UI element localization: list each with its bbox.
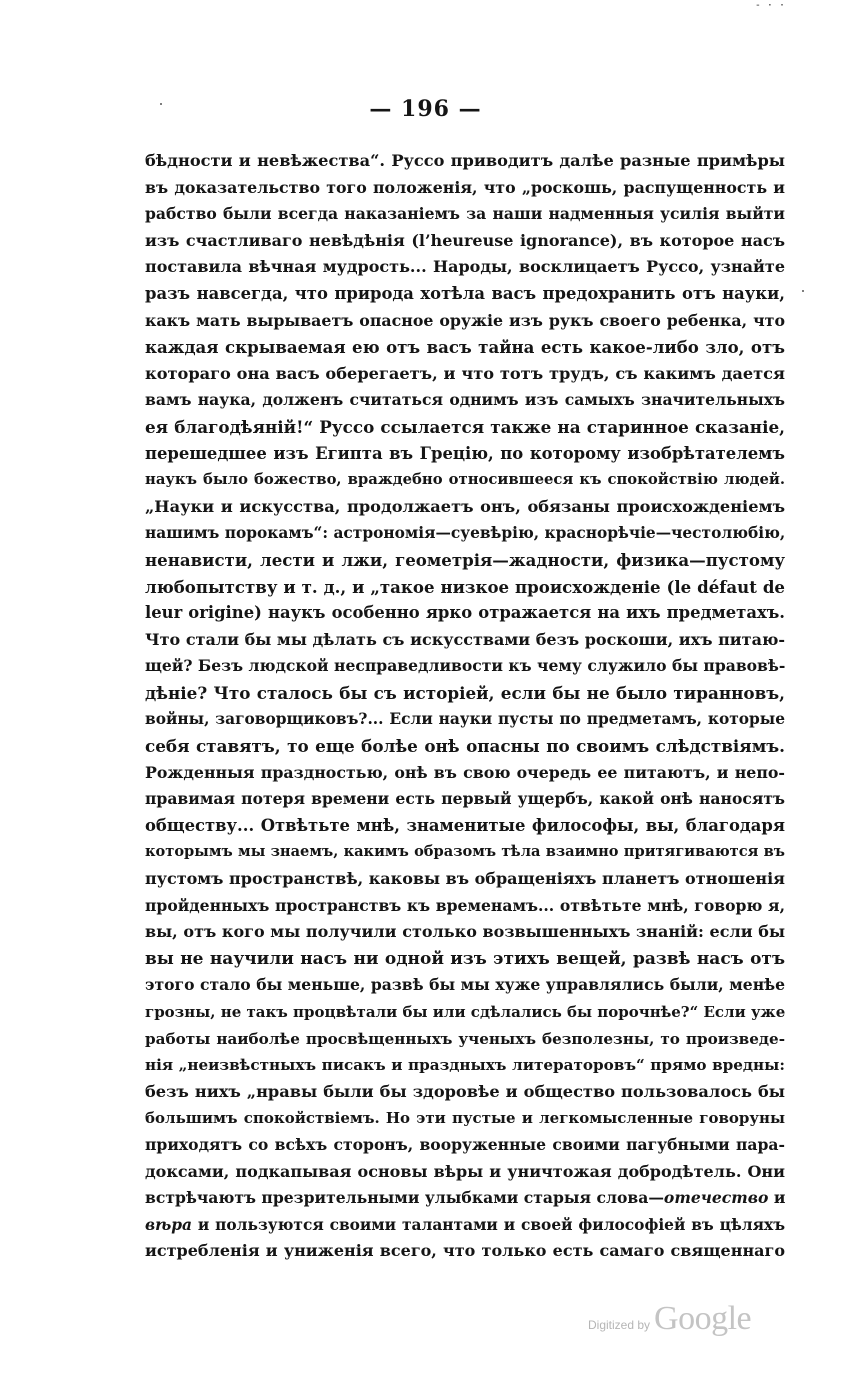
text-line: доксами, подкапывая основы вѣры и уничтожая добродѣтель. Они	[145, 1161, 785, 1181]
scan-speck	[160, 103, 162, 105]
text-line: ненависти, лести и лжи, геометрія—жадности, физика—пустому	[145, 549, 785, 570]
text-segment: и	[768, 1188, 786, 1208]
text-line: любопытству и т. д., и „такое низкое происхожденіе (le défaut de	[145, 576, 785, 597]
text-line: рабство были всегда наказаніемъ за наши надменныя усилія выйти	[145, 204, 785, 224]
text-line: войны, заговорщиковъ?... Если науки пусты по предметамъ, которые	[145, 710, 785, 729]
scan-speck	[802, 290, 804, 292]
text-line: пройденныхъ пространствъ къ временамъ... отвѣтьте мнѣ, говорю я,	[145, 895, 785, 915]
text-line: работы наиболѣе просвѣщенныхъ ученыхъ безполезны, то произведе-	[145, 1029, 785, 1048]
scan-corner-mark: - · ·	[754, 0, 785, 11]
text-line: поставила вѣчная мудрость... Народы, восклицаетъ Руссо, узнайте	[145, 257, 785, 277]
text-line: бѣдности и невѣжества“. Руссо приводитъ далѣе разные примѣры	[145, 151, 785, 170]
page-number: — 196 —	[369, 96, 482, 122]
text-line: въ доказательство того положенія, что „роскошь, распущенность и	[145, 177, 785, 197]
text-line: нія „неизвѣстныхъ писакъ и праздныхъ литераторовъ“ прямо вредны:	[145, 1056, 785, 1075]
text-segment: и пользуются своими талантами и своей философіей въ цѣляхъ	[192, 1215, 785, 1234]
text-line: себя ставятъ, то еще болѣе онѣ опасны по своимъ слѣдствіямъ.	[145, 736, 785, 757]
text-line: какъ мать вырываетъ опасное оружіе изъ рукъ своего ребенка, что	[145, 310, 785, 330]
text-line: „Науки и искусства, продолжаетъ онъ, обязаны происхожденіемъ	[145, 496, 785, 516]
text-line-with-italic	[145, 1212, 785, 1239]
page-body-text	[145, 148, 785, 1265]
text-line: Рожденныя праздностью, онѣ въ свою очередь ее питаютъ, и непо-	[145, 762, 785, 782]
text-line: правимая потеря времени есть первый ущербъ, какой онѣ наносятъ	[145, 789, 785, 809]
italic-word: отечество	[663, 1188, 769, 1208]
text-line: истребленія и униженія всего, что только есть самаго священнаго	[145, 1241, 785, 1261]
text-line: leur origine) наукъ особенно ярко отражается на ихъ предметахъ.	[145, 603, 785, 623]
text-line: большимъ спокойствіемъ. Но эти пустые и легкомысленные говоруны	[145, 1109, 785, 1128]
text-line: щей? Безъ людской несправедливости къ чему служило бы правовѣ-	[145, 656, 786, 676]
text-line: обществу... Отвѣтьте мнѣ, знаменитые философы, вы, благодаря	[145, 815, 785, 835]
text-line: которымъ мы знаемъ, какимъ образомъ тѣла взаимно притягиваются въ	[145, 843, 785, 861]
text-line: этого стало бы меньше, развѣ бы мы хуже управлялись были, менѣе	[145, 975, 785, 995]
text-line: изъ счастливаго невѣдѣнія (l’heureuse ignorance), въ которое насъ	[145, 230, 785, 250]
text-line: вы, отъ кого мы получили столько возвышенныхъ знаній: если бы	[145, 922, 785, 942]
text-line: пустомъ пространствѣ, каковы въ обращеніяхъ планетъ отношенія	[145, 869, 785, 889]
text-segment: встрѣчаютъ презрительными улыбками старыя слова—	[145, 1188, 664, 1208]
text-line: наукъ было божество, враждебно относившееся къ спокойствію людей.	[145, 471, 785, 489]
text-line: вамъ наука, долженъ считаться однимъ изъ самыхъ значительныхъ	[145, 390, 785, 410]
text-line: Что стали бы мы дѣлать съ искусствами безъ роскоши, ихъ питаю-	[145, 629, 785, 649]
text-line: дѣніе? Что сталось бы съ исторіей, если бы не было тиранновъ,	[145, 682, 785, 703]
watermark-prefix: Digitized by	[588, 1318, 651, 1332]
text-line: вы не научили насъ ни одной изъ этихъ вещей, развѣ насъ отъ	[145, 948, 785, 969]
text-line: приходятъ со всѣхъ сторонъ, вооруженные своими пагубными пара-	[145, 1134, 785, 1154]
digitized-watermark	[588, 1300, 818, 1340]
text-line: нашимъ порокамъ“: астрономія—суевѣрію, краснорѣчіе—честолюбію,	[145, 524, 786, 543]
google-logo: Google	[654, 1300, 752, 1337]
text-line-with-italic	[145, 1185, 785, 1212]
text-line: ея благодѣяній!“ Руссо ссылается также на старинное сказаніе,	[145, 416, 785, 437]
text-line: каждая скрываемая ею отъ васъ тайна есть какое-либо зло, отъ	[145, 337, 785, 358]
text-line: грозны, не такъ процвѣтали бы или сдѣлались бы порочнѣе?“ Если уже	[145, 1003, 786, 1021]
text-line: разъ навсегда, что природа хотѣла васъ предохранить отъ науки,	[145, 283, 785, 303]
text-line: перешедшее изъ Египта въ Грецію, по которому изобрѣтателемъ	[145, 443, 785, 463]
text-line: котораго она васъ оберегаетъ, и что тотъ трудъ, съ какимъ дается	[145, 363, 785, 383]
text-line: безъ нихъ „нравы были бы здоровѣе и общество пользовалось бы	[145, 1081, 785, 1101]
italic-word: вѣра	[145, 1215, 192, 1234]
